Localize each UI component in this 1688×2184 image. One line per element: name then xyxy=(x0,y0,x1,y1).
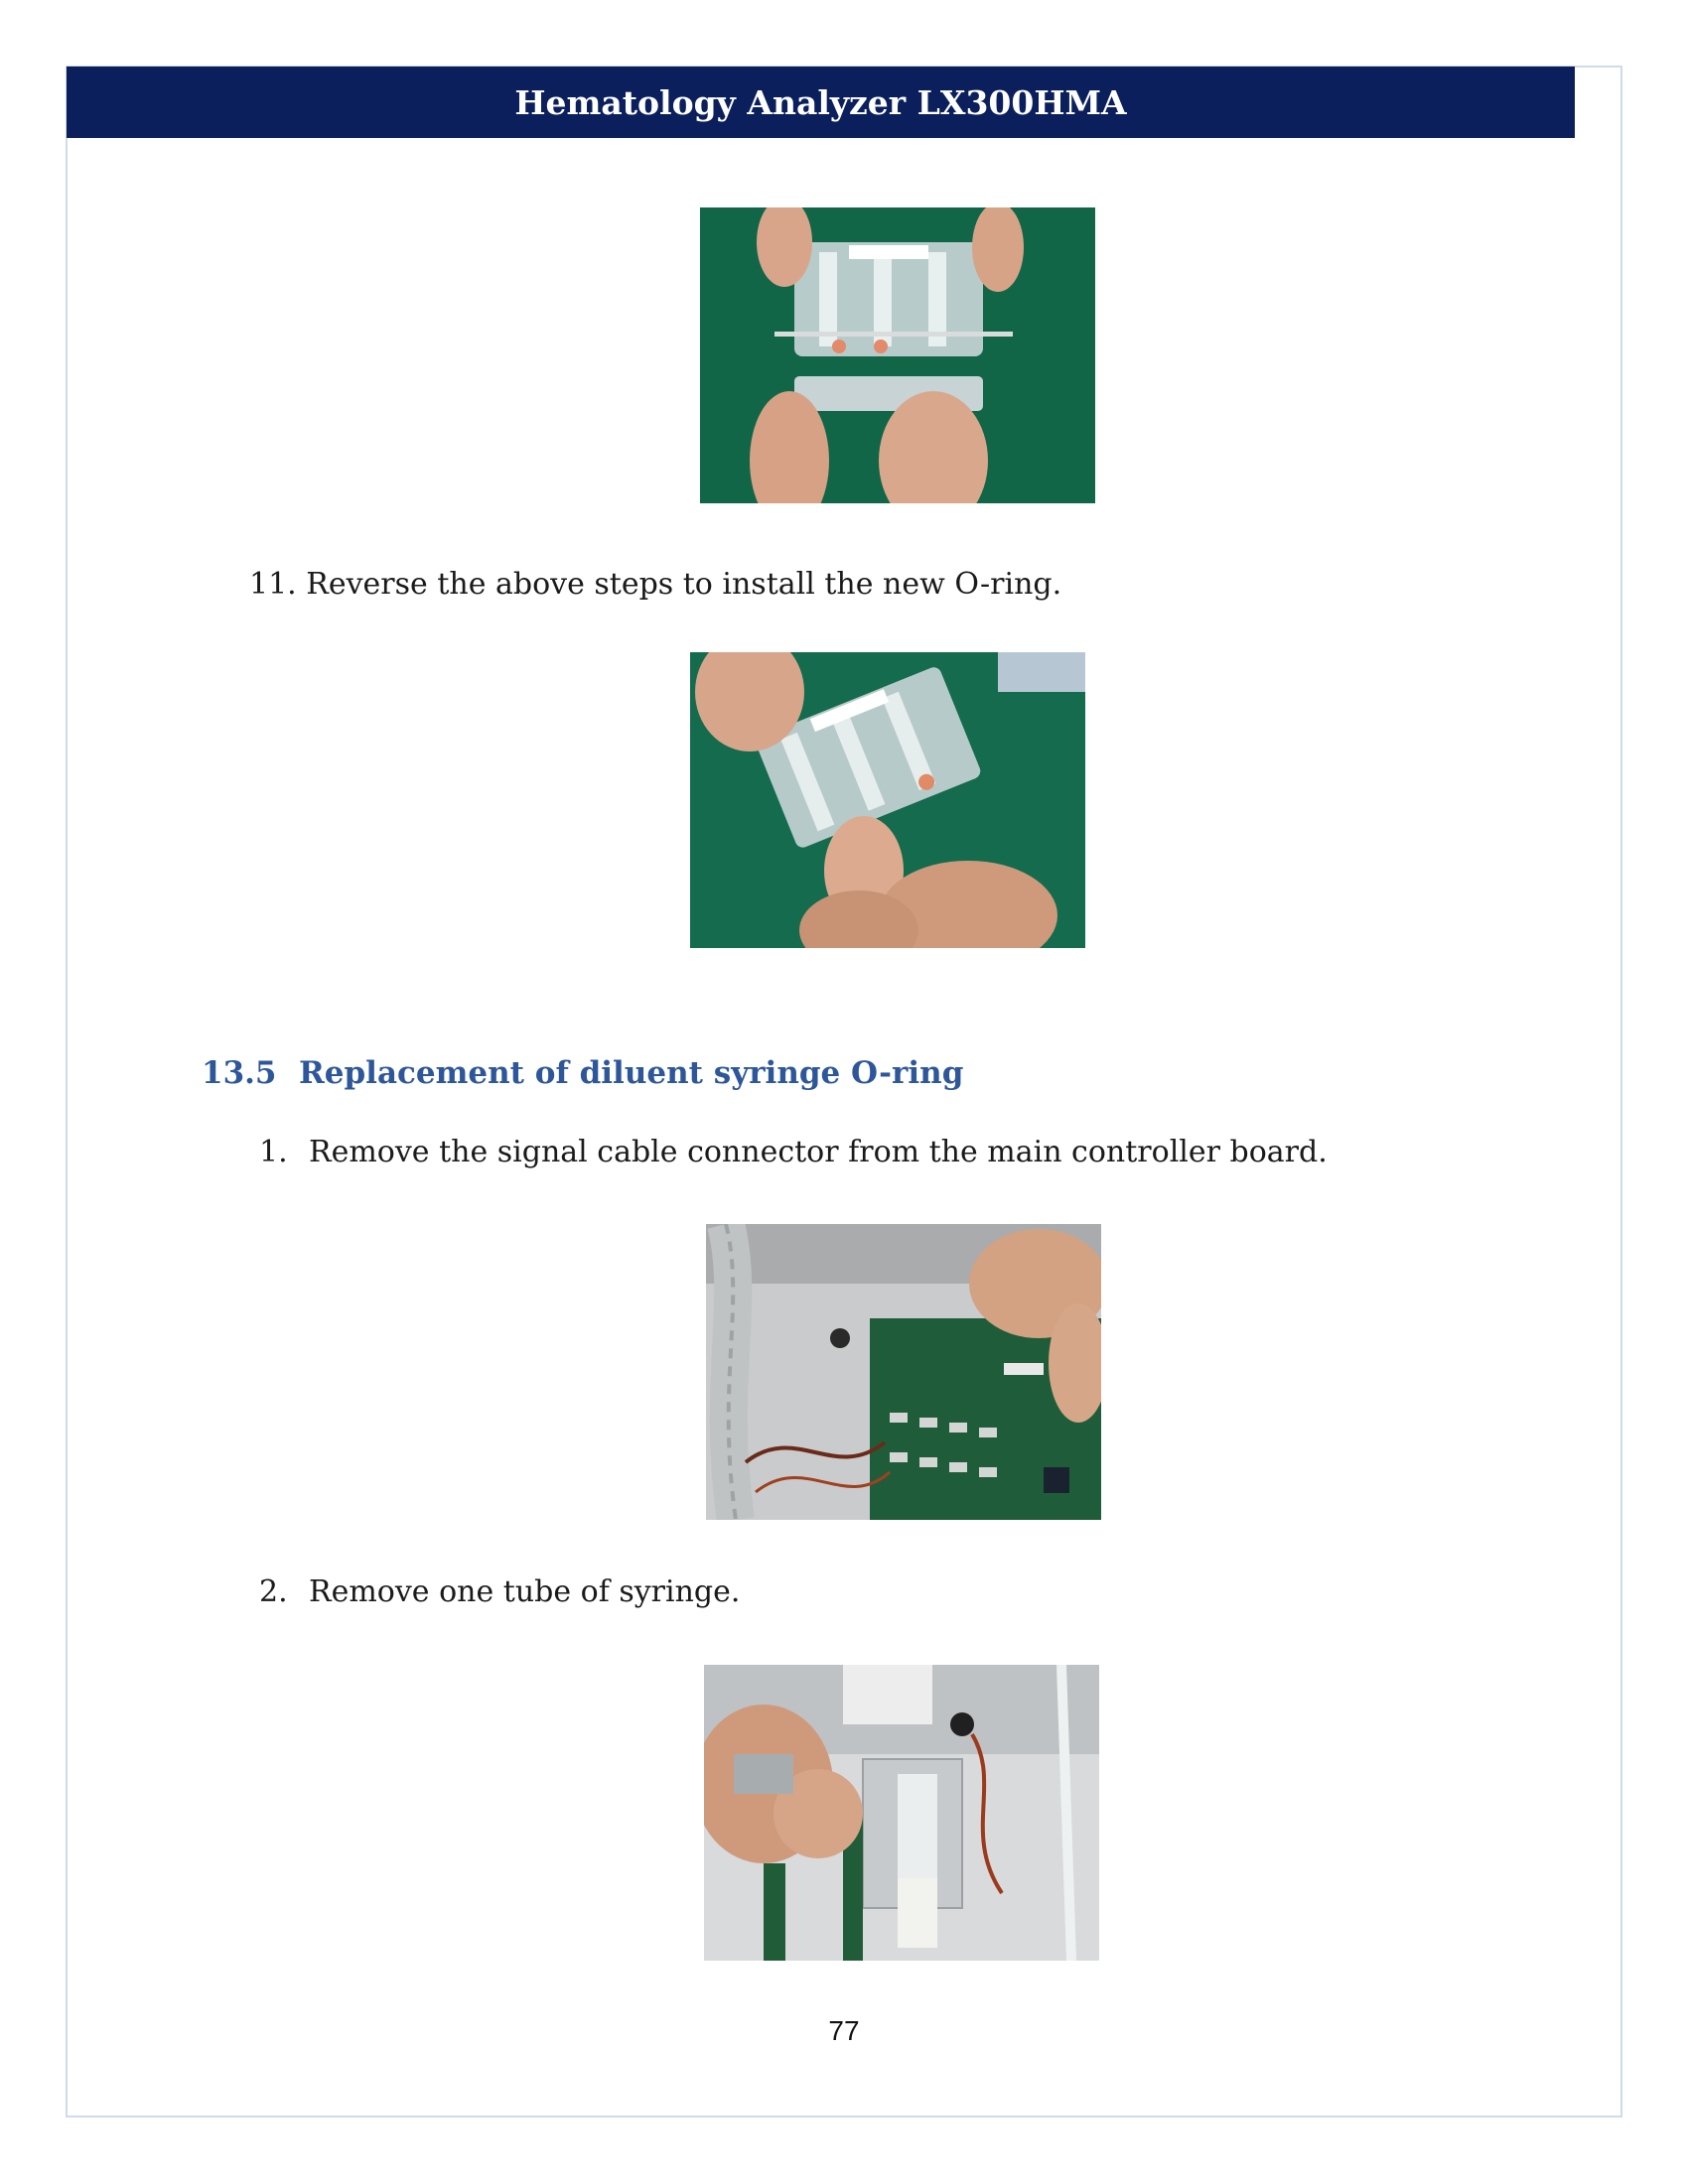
step-2 xyxy=(259,1574,740,1610)
step-11 xyxy=(249,567,1061,603)
page-number: 77 xyxy=(828,2015,860,2046)
step-number: 1. xyxy=(259,1135,288,1169)
section-title: Replacement of diluent syringe O-ring xyxy=(299,1055,964,1091)
step-number: 2. xyxy=(259,1574,288,1609)
section-number: 13.5 xyxy=(202,1055,277,1091)
step-text: Reverse the above steps to install the new O-ring. xyxy=(306,567,1062,602)
header-band xyxy=(67,67,1575,138)
step-1 xyxy=(259,1135,1328,1170)
photo-main-controller-board xyxy=(706,1224,1101,1520)
step-text: Remove the signal cable connector from the main controller board. xyxy=(309,1135,1328,1169)
photo-syringe-block-separated xyxy=(700,207,1095,503)
photo-installing-o-ring xyxy=(690,652,1085,948)
section-heading xyxy=(202,1055,963,1091)
document-title: Hematology Analyzer LX300HMA xyxy=(514,82,1127,122)
step-number: 11. xyxy=(249,567,297,602)
step-text: Remove one tube of syringe. xyxy=(309,1574,741,1609)
photo-removing-syringe-tube xyxy=(704,1665,1099,1961)
